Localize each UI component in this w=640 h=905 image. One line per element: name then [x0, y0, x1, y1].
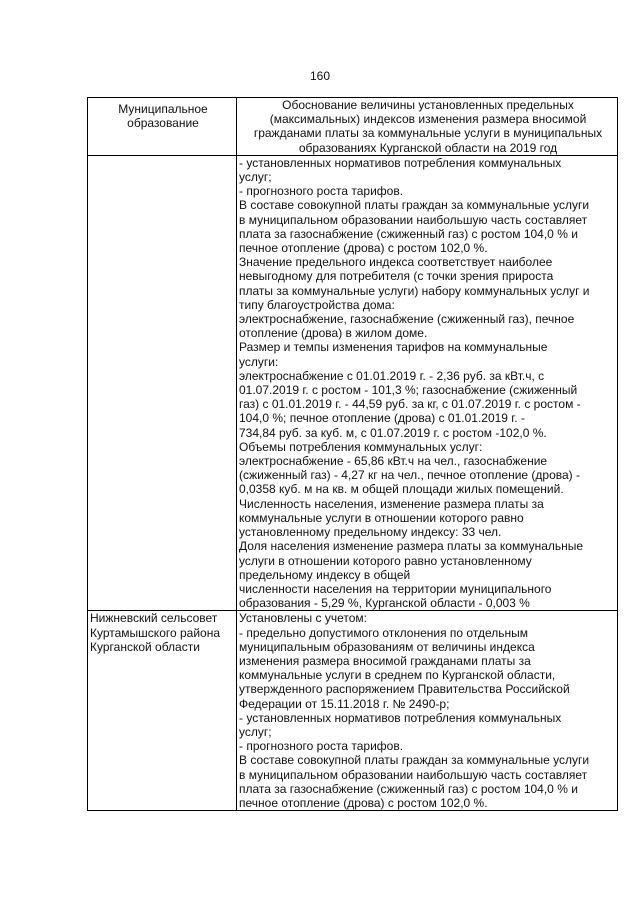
- text-line: Значение предельного индекса соответствует наиболее: [239, 255, 553, 270]
- text-line: Куртамышского района: [90, 625, 221, 640]
- text-line: в муниципальном образовании наибольшую часть составляет: [239, 767, 588, 782]
- table-header-row: [88, 98, 618, 156]
- text-line: платы за коммунальные услуги) набору коммунальных услуг и: [239, 283, 590, 298]
- text-line: печное отопление (дрова) с ростом 102,0 %.: [239, 241, 488, 256]
- text-line: плата за газоснабжение (сжиженный газ) с ростом 104,0 % и: [239, 226, 578, 241]
- text-line: газ) с 01.01.2019 г. - 44,59 руб. за кг, с 01.07.2019 г. с ростом -: [239, 397, 581, 412]
- text-line: 104,0 %; печное отопление (дрова) с 01.01.2019 г. -: [239, 411, 525, 426]
- text-line: В составе совокупной платы граждан за коммунальные услуги: [239, 753, 590, 768]
- text-line: - предельно допустимого отклонения по отдельным: [239, 625, 528, 640]
- header-line: (максимальных) индексов изменения размера вносимой: [269, 112, 587, 127]
- text-line: Установлены с учетом:: [239, 611, 367, 626]
- text-line: отопление (дрова) в жилом доме.: [239, 326, 428, 341]
- text-line: типу благоустройства дома:: [239, 297, 395, 312]
- text-line: Доля населения изменение размера платы за коммунальные: [239, 539, 584, 554]
- row-justification: [237, 155, 618, 611]
- text-line: услуг;: [239, 724, 272, 739]
- text-line: коммунальные услуги в отношении которого равно: [239, 510, 524, 525]
- text-line: - прогнозного роста тарифов.: [239, 184, 404, 199]
- text-line: услуги:: [239, 354, 279, 369]
- text-line: Федерации от 15.11.2018 г. № 2490-р;: [239, 696, 450, 711]
- header-line: Муниципальное: [118, 102, 208, 116]
- table-row: [88, 611, 618, 811]
- text-line: Численность населения, изменение размера платы за: [239, 496, 544, 511]
- text-line: установленному предельному индексу: 33 чел.: [239, 525, 502, 540]
- page-number: 160: [309, 69, 331, 83]
- indices-table: [87, 97, 618, 811]
- text-line: услуги в отношении которого равно установленному: [239, 553, 532, 568]
- text-line: 734,84 руб. за куб. м, с 01.07.2019 г. с ростом -102,0 %.: [239, 425, 547, 440]
- text-line: муниципальным образованиям от величины индекса: [239, 639, 535, 654]
- text-line: коммунальные услуги в среднем по Курганской области,: [239, 668, 556, 683]
- text-line: Нижневский сельсовет: [90, 611, 218, 626]
- header-line: гражданами платы за коммунальные услуги в муниципальных: [253, 126, 603, 141]
- text-line: печное отопление (дрова) с ростом 102,0 %.: [239, 795, 488, 810]
- text-line: утвержденного распоряжением Правительства Российской: [239, 682, 570, 697]
- text-line: электроснабжение с 01.01.2019 г. - 2,36 руб. за кВт.ч, с: [239, 368, 545, 383]
- text-line: в муниципальном образовании наибольшую часть составляет: [239, 212, 588, 227]
- text-line: образования - 5,29 %, Курганской области - 0,003 %: [239, 596, 530, 611]
- header-justification: [237, 98, 618, 156]
- text-line: - прогнозного роста тарифов.: [239, 739, 404, 754]
- text-line: Объемы потребления коммунальных услуг:: [239, 439, 483, 454]
- header-municipality: [88, 98, 237, 156]
- text-line: Курганской области: [90, 639, 200, 654]
- text-line: 0,0358 куб. м на кв. м общей площади жилых помещений.: [239, 482, 564, 497]
- text-line: Размер и темпы изменения тарифов на коммунальные: [239, 340, 548, 355]
- text-line: плата за газоснабжение (сжиженный газ) с ростом 104,0 % и: [239, 781, 578, 796]
- text-line: - установленных нормативов потребления коммунальных: [239, 710, 562, 725]
- row-municipality: [88, 611, 237, 811]
- table-row: [88, 155, 618, 611]
- text-line: 01.07.2019 г. с ростом - 101,3 %; газоснабжение (сжиженный: [239, 383, 578, 398]
- text-line: (сжиженный газ) - 4,27 кг на чел., печное отопление (дрова) -: [239, 468, 580, 483]
- text-line: численности населения на территории муниципального: [239, 581, 552, 596]
- row-justification: [237, 611, 618, 811]
- text-line: услуг;: [239, 170, 272, 185]
- text-line: электроснабжение, газоснабжение (сжиженный газ), печное: [239, 312, 575, 327]
- header-line: образование: [127, 116, 199, 131]
- text-line: невыгодному для потребителя (с точки зрения прироста: [239, 269, 554, 284]
- text-line: предельному индексу в общей: [239, 567, 411, 582]
- row-municipality: [88, 155, 237, 611]
- text-line: электроснабжение - 65,86 кВт.ч на чел., газоснабжение: [239, 454, 548, 469]
- header-line: образованиях Курганской области на 2019 год: [298, 140, 558, 155]
- text-line: - установленных нормативов потребления коммунальных: [239, 155, 562, 170]
- text-line: изменения размера вносимой гражданами платы за: [239, 653, 531, 668]
- text-line: В составе совокупной платы граждан за коммунальные услуги: [239, 198, 590, 213]
- header-line: Обоснование величины установленных предельных: [282, 98, 574, 112]
